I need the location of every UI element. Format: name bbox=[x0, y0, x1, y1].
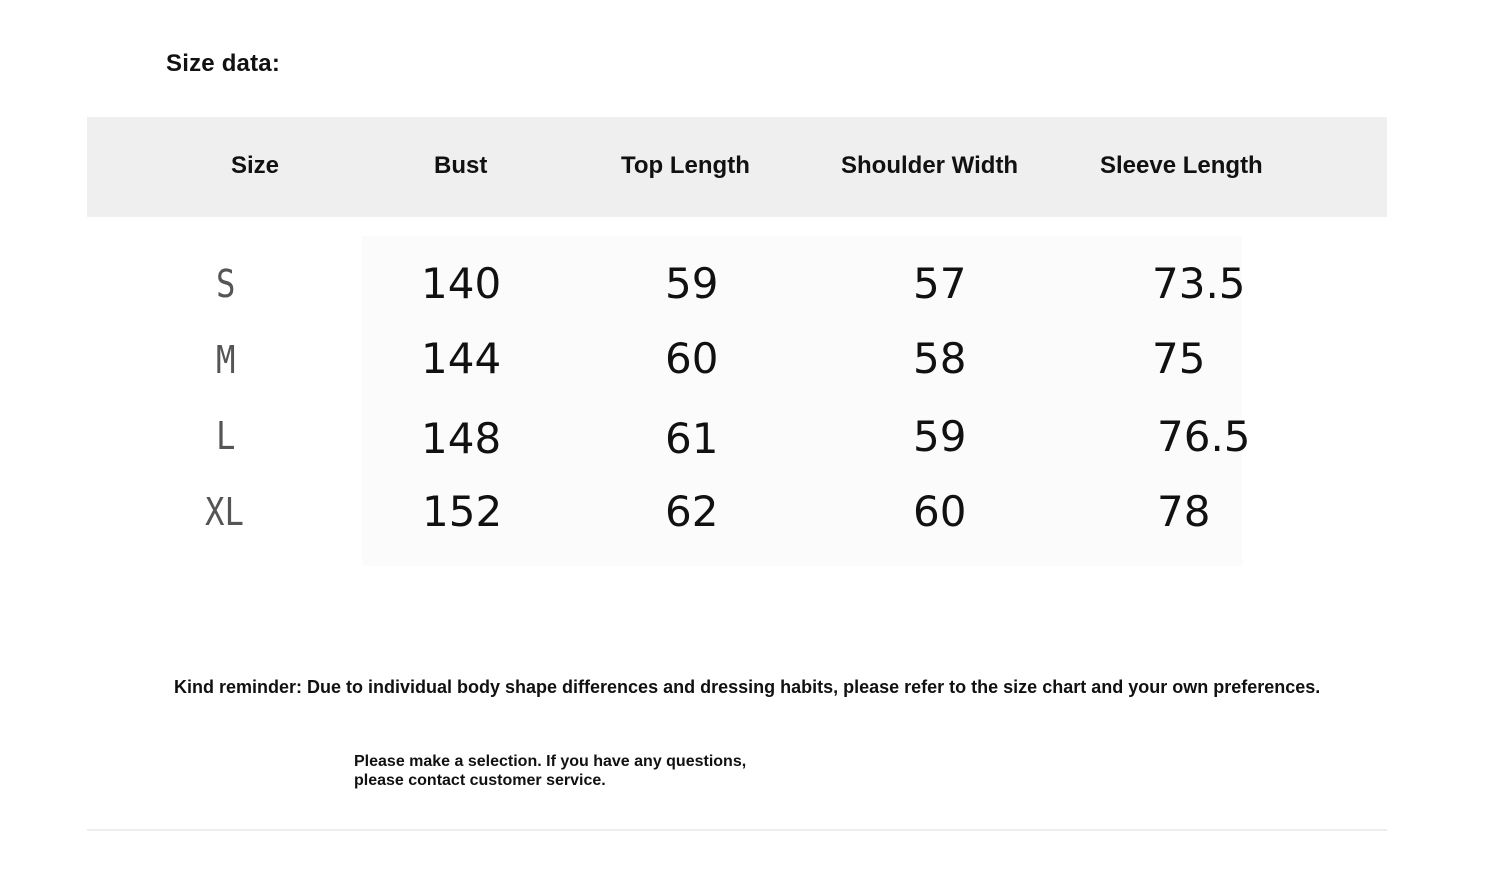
shoulder-width-cell: 57 bbox=[913, 259, 967, 308]
shoulder-width-cell: 58 bbox=[913, 334, 967, 383]
column-header-size: Size bbox=[231, 152, 280, 179]
selection-note-line-1: Please make a selection. If you have any questions, bbox=[354, 753, 747, 770]
column-header-sleeve-length: Sleeve Length bbox=[1100, 152, 1263, 179]
column-header-bust: Bust bbox=[434, 152, 488, 179]
top-length-cell: 61 bbox=[665, 414, 719, 463]
column-header-shoulder-width: Shoulder Width bbox=[841, 152, 1019, 179]
page-title: Size data: bbox=[166, 50, 281, 77]
bottom-divider bbox=[87, 829, 1387, 831]
shoulder-width-cell: 59 bbox=[913, 412, 967, 461]
sleeve-length-cell: 75 bbox=[1152, 334, 1206, 383]
selection-note bbox=[354, 752, 746, 790]
bust-cell: 148 bbox=[421, 414, 502, 463]
sleeve-length-cell: 76.5 bbox=[1157, 412, 1251, 461]
selection-note-line-2: please contact customer service. bbox=[354, 772, 606, 789]
sleeve-length-cell: 78 bbox=[1157, 487, 1211, 536]
size-cell: L bbox=[216, 414, 236, 458]
column-header-top-length: Top Length bbox=[621, 152, 750, 179]
size-cell: M bbox=[216, 338, 236, 382]
bust-cell: 152 bbox=[422, 487, 503, 536]
shoulder-width-cell: 60 bbox=[913, 487, 967, 536]
size-reminder-text: Kind reminder: Due to individual body shape differences and dressing habits, please refer to the size chart and your own preferences. bbox=[174, 677, 1321, 697]
bust-cell: 144 bbox=[421, 334, 502, 383]
bust-cell: 140 bbox=[421, 259, 502, 308]
sleeve-length-cell: 73.5 bbox=[1152, 259, 1246, 308]
size-cell: S bbox=[216, 262, 236, 306]
top-length-cell: 62 bbox=[665, 487, 719, 536]
top-length-cell: 59 bbox=[665, 259, 719, 308]
size-cell: XL bbox=[205, 490, 244, 534]
top-length-cell: 60 bbox=[665, 334, 719, 383]
